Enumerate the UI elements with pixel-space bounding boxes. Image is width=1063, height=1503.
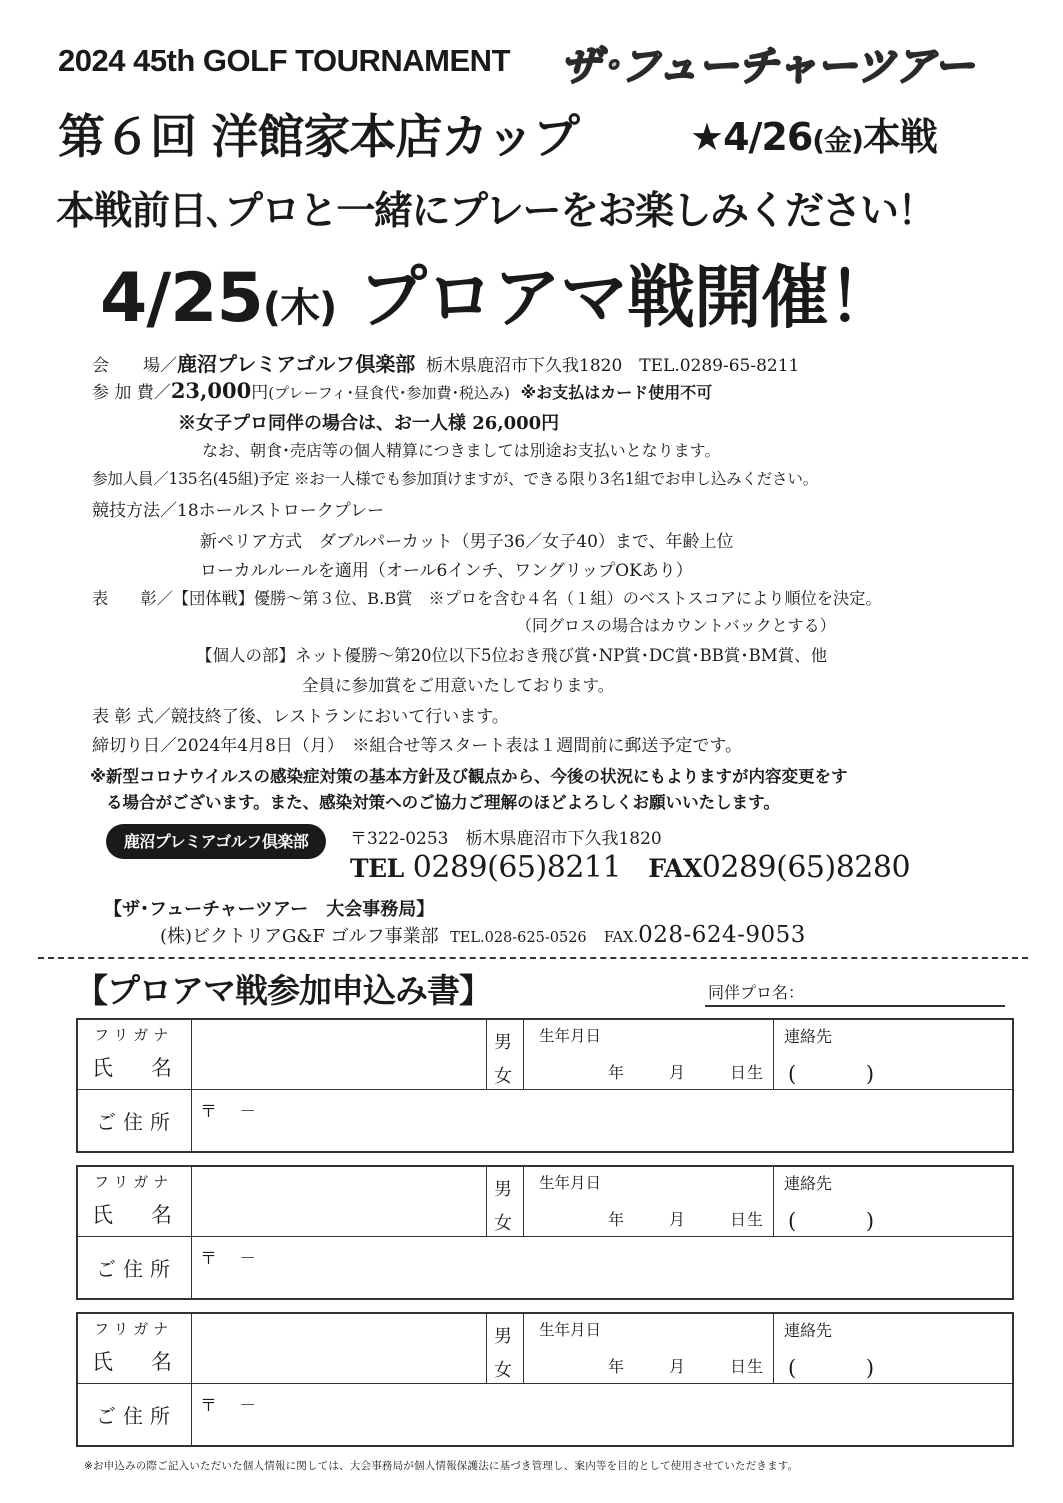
venue-label: 会 場／ bbox=[92, 356, 177, 376]
birthday-fields[interactable] bbox=[608, 1354, 764, 1377]
contact-label: 連絡先 bbox=[784, 1174, 833, 1193]
office-title: 【ザ･フューチャーツアー 大会事務局】 bbox=[104, 899, 435, 920]
address-label: ご住所 bbox=[96, 1110, 177, 1134]
tour-name-logo: ザ･フューチャーツアー bbox=[560, 42, 974, 90]
form-title: 【プロアマ戦参加申込み書】 bbox=[75, 971, 491, 1010]
venue-name: 鹿沼プレミアゴルフ倶楽部 bbox=[177, 352, 416, 376]
address-label: ご住所 bbox=[96, 1257, 177, 1281]
fee-row bbox=[92, 378, 712, 403]
pro-name-field[interactable] bbox=[705, 1005, 1005, 1007]
furigana-label: フリガナ bbox=[94, 1173, 174, 1191]
office-tel-label: TEL. bbox=[450, 930, 485, 946]
cut-line bbox=[38, 957, 1028, 959]
venue-address: 栃木県鹿沼市下久我1820 TEL.0289-65-8211 bbox=[426, 356, 800, 376]
fee-women: ※女子プロ同伴の場合は、お一人様 26,000円 bbox=[178, 413, 560, 434]
main-event-text: ★4/26 bbox=[690, 115, 813, 159]
name-label: 氏名 bbox=[92, 1350, 210, 1374]
privacy-footnote: ※お申込みの際ご記入いただいた個人情報に関しては、大会事務局が個人情報保護法に基づき管理し、案内等を目的として使用させていただきます。 bbox=[84, 1460, 799, 1472]
month-label: 月 bbox=[669, 1210, 687, 1229]
fax-number: 0289(65)8280 bbox=[701, 850, 911, 885]
method-row-3: ローカルルールを適用（オール6インチ、ワングリップOKあり） bbox=[200, 561, 693, 581]
divider bbox=[78, 1383, 1012, 1384]
office-fax-label: FAX. bbox=[603, 930, 639, 946]
day-label: 日生 bbox=[730, 1210, 765, 1229]
fee-card-note: ※お支払はカード使用不可 bbox=[520, 383, 713, 402]
proam-headline bbox=[100, 244, 895, 341]
divider bbox=[78, 1089, 1012, 1090]
club-address: 〒322-0253 栃木県鹿沼市下久我1820 bbox=[350, 829, 662, 849]
people-row: 参加人員／135名(45組)予定 ※お一人様でも参加頂けますが、できる限り3名1組でお申し込みください。 bbox=[92, 470, 818, 488]
divider bbox=[523, 1314, 524, 1383]
proam-day: (木) bbox=[262, 285, 337, 331]
contact-field[interactable]: ( ) bbox=[788, 1209, 875, 1233]
divider bbox=[486, 1020, 487, 1089]
proam-title: プロアマ戦開催！ bbox=[359, 259, 896, 338]
day-label: 日生 bbox=[730, 1357, 765, 1376]
divider bbox=[191, 1383, 192, 1446]
divider bbox=[486, 1167, 487, 1236]
name-label: 氏名 bbox=[92, 1056, 210, 1080]
award-row: 表 彰／【団体戦】優勝～第３位、B.B賞 ※プロを含む４名（１組）のベストスコアにより順位を決定。 bbox=[92, 589, 882, 608]
zip-field[interactable]: 〒 － bbox=[200, 1102, 257, 1122]
entry-form-3 bbox=[76, 1312, 1014, 1447]
furigana-label: フリガナ bbox=[94, 1026, 174, 1044]
office-contact bbox=[160, 922, 806, 948]
male-option[interactable]: 男 bbox=[494, 1326, 512, 1347]
deadline-row: 締切り日／2024年4月8日（月） ※組合せ等スタート表は１週間前に郵送予定です。 bbox=[92, 736, 743, 756]
office-fax: 028-624-9053 bbox=[638, 922, 806, 948]
birthday-fields[interactable] bbox=[608, 1207, 764, 1230]
invite-line: 本戦前日､プロと一緒にプレーをお楽しみください！ bbox=[56, 188, 935, 234]
contact-label: 連絡先 bbox=[784, 1321, 833, 1340]
female-option[interactable]: 女 bbox=[494, 1066, 512, 1087]
club-badge: 鹿沼プレミアゴルフ倶楽部 bbox=[106, 824, 326, 859]
fee-personal: なお、朝食･売店等の個人精算につきましては別途お支払いとなります。 bbox=[202, 441, 721, 460]
month-label: 月 bbox=[669, 1063, 687, 1082]
year-label: 年 bbox=[608, 1210, 626, 1229]
divider bbox=[523, 1167, 524, 1236]
divider bbox=[78, 1236, 1012, 1237]
male-option[interactable]: 男 bbox=[494, 1179, 512, 1200]
zip-field[interactable]: 〒 － bbox=[200, 1396, 257, 1416]
main-event-date bbox=[690, 106, 937, 161]
method-row: 競技方法／18ホールストロークプレー bbox=[92, 501, 385, 521]
zip-field[interactable]: 〒 － bbox=[200, 1249, 257, 1269]
address-label: ご住所 bbox=[96, 1404, 177, 1428]
birthday-label: 生年月日 bbox=[539, 1174, 602, 1192]
main-event-suffix: 本戦 bbox=[862, 115, 937, 159]
award-row-4: 全員に参加賞をご用意いたしております。 bbox=[302, 676, 615, 695]
contact-field[interactable]: ( ) bbox=[788, 1356, 875, 1380]
month-label: 月 bbox=[669, 1357, 687, 1376]
divider bbox=[773, 1167, 774, 1236]
fee-amount: 23,000 bbox=[170, 378, 252, 403]
birthday-label: 生年月日 bbox=[539, 1027, 602, 1045]
office-tel: 028-625-0526 bbox=[484, 930, 587, 946]
office-company: (株)ビクトリアG&F ゴルフ事業部 bbox=[160, 926, 439, 947]
divider bbox=[773, 1314, 774, 1383]
covid-notice-1: ※新型コロナウイルスの感染症対策の基本方針及び観点から、今後の状況にもよりますが内容変更をす bbox=[90, 767, 848, 786]
day-label: 日生 bbox=[730, 1063, 765, 1082]
fee-note: (プレーフィ･昼食代･参加費･税込み) bbox=[268, 384, 510, 402]
contact-field[interactable]: ( ) bbox=[788, 1062, 875, 1086]
ceremony-row: 表 彰 式／競技終了後、レストランにおいて行います。 bbox=[92, 707, 509, 727]
event-line: 2024 45th GOLF TOURNAMENT bbox=[58, 43, 511, 78]
covid-notice-2: る場合がございます。また、感染対策へのご協力ご理解のほどよろしくお願いいたします。 bbox=[106, 793, 780, 812]
birthday-fields[interactable] bbox=[608, 1060, 764, 1083]
club-phone-fax bbox=[350, 850, 910, 885]
cup-title: 第６回 洋館家本店カップ bbox=[58, 110, 579, 165]
entry-form-1 bbox=[76, 1018, 1014, 1153]
award-row-3: 【個人の部】ネット優勝～第20位以下5位おき飛び賞･NP賞･DC賞･BB賞･BM賞、他 bbox=[196, 646, 828, 665]
name-label: 氏名 bbox=[92, 1203, 210, 1227]
female-option[interactable]: 女 bbox=[494, 1213, 512, 1234]
divider bbox=[523, 1020, 524, 1089]
award-row-2: （同グロスの場合はカウントバックとする） bbox=[516, 616, 836, 635]
furigana-label: フリガナ bbox=[94, 1320, 174, 1338]
main-event-day: (金) bbox=[812, 124, 863, 157]
year-label: 年 bbox=[608, 1063, 626, 1082]
pro-name-label: 同伴プロ名： bbox=[708, 983, 805, 1002]
male-option[interactable]: 男 bbox=[494, 1032, 512, 1053]
divider bbox=[191, 1089, 192, 1152]
tel-number: 0289(65)8211 bbox=[412, 850, 622, 885]
female-option[interactable]: 女 bbox=[494, 1360, 512, 1381]
year-label: 年 bbox=[608, 1357, 626, 1376]
divider bbox=[773, 1020, 774, 1089]
fee-yen: 円 bbox=[251, 383, 269, 403]
fee-label: 参 加 費／ bbox=[92, 383, 171, 403]
divider bbox=[191, 1236, 192, 1299]
proam-date: 4/25 bbox=[100, 259, 263, 338]
divider bbox=[486, 1314, 487, 1383]
tel-label: TEL bbox=[350, 854, 404, 883]
contact-label: 連絡先 bbox=[784, 1027, 833, 1046]
entry-form-2 bbox=[76, 1165, 1014, 1300]
venue-row bbox=[92, 348, 799, 377]
birthday-label: 生年月日 bbox=[539, 1321, 602, 1339]
method-row-2: 新ペリア方式 ダブルパーカット（男子36／女子40）まで、年齢上位 bbox=[200, 532, 734, 552]
fax-label: FAX bbox=[648, 854, 702, 883]
